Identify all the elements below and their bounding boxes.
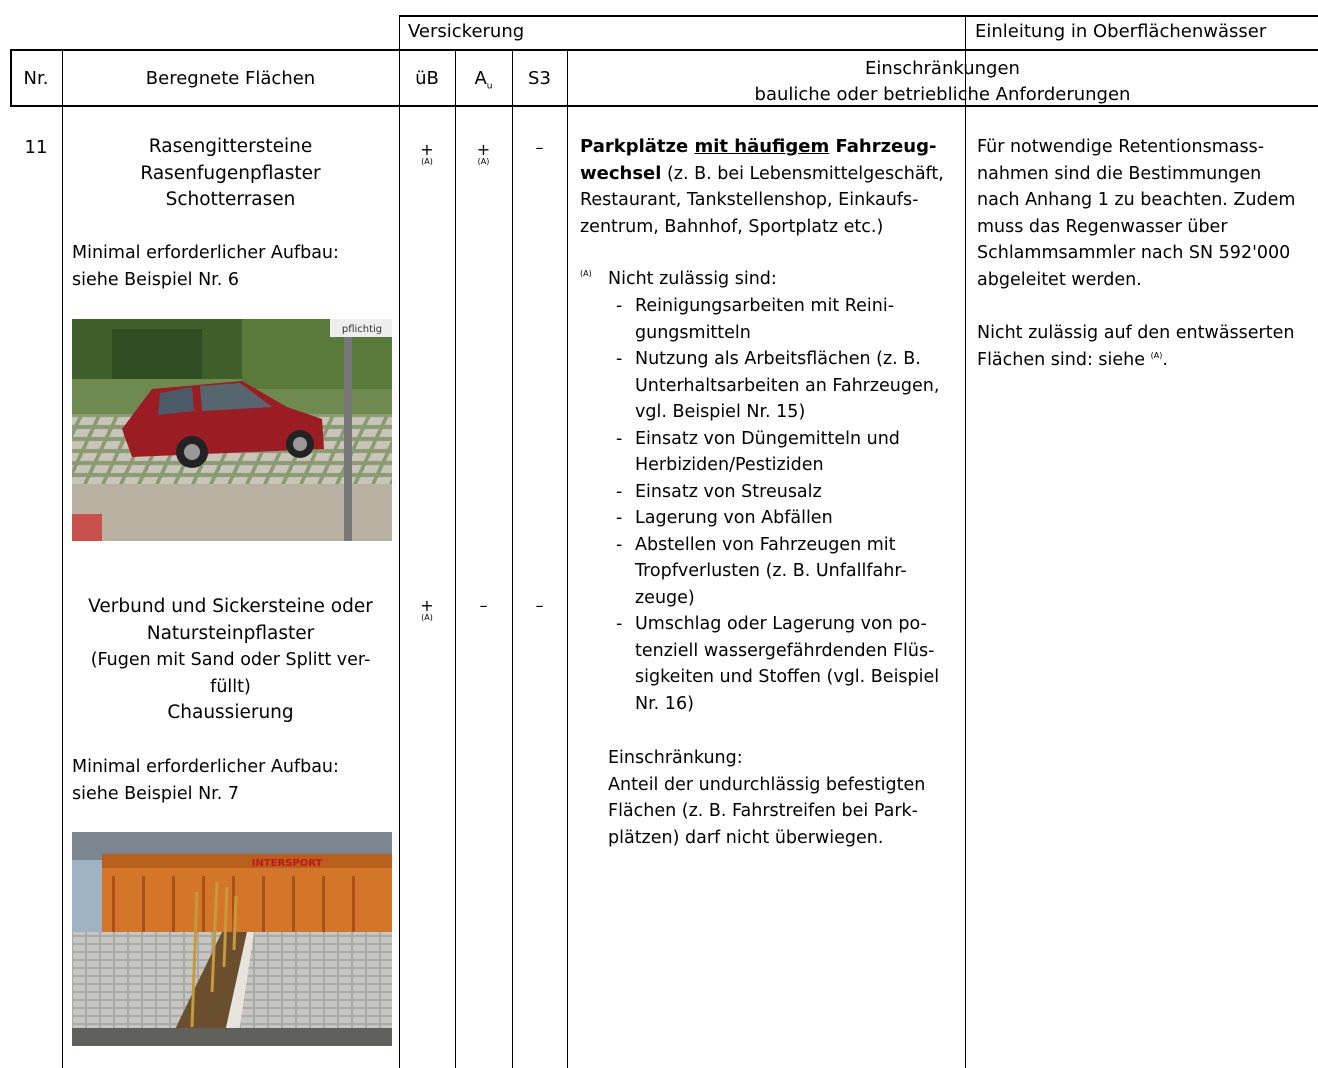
list-item [616,532,961,612]
einschr-restriction-title: Einschränkung: [608,748,743,768]
block1-aufbau-line2: siehe Beispiel Nr. 6 [72,269,240,290]
list-item-line: zeuge) [635,587,695,608]
block1-au-note: (A) [477,157,490,166]
einschr-intro-rest1: (z. B. bei Lebensmittelgeschäft, [661,163,944,184]
einleitung-line: Für notwendige Retentionsmass- [977,137,1265,157]
block1-title-1: Rasengittersteine [148,136,313,157]
block2-aufbau [72,754,339,807]
block1-s3-mark: – [535,138,544,157]
col-header-ub: üB [415,68,439,89]
list-item [616,611,961,717]
list-item-line: tenziell wassergefährdenden Flüs- [635,640,935,661]
block2-ub-note: (A) [421,613,433,622]
col-header-nr: Nr. [23,68,49,89]
einschr-intro-underline: mit häufigem [694,136,830,157]
col-header-au-sub: u [486,81,493,92]
block2-aufbau-line1: Minimal erforderlicher Aufbau: [72,757,339,777]
einschr-not-allowed-title: Nicht zulässig sind: [608,269,777,289]
block2-paren-line2: füllt) [210,676,251,697]
list-item-line: gungsmitteln [635,322,751,343]
list-item-line: - Reinigungsarbeiten mit Reini- [635,296,895,316]
group-versickerung: Versickerung [408,21,525,42]
photo1-sign-text: pflichtig [341,324,383,335]
list-item-line: - Einsatz von Düngemitteln und [635,428,900,449]
einschr-restriction-line2: Flächen (z. B. Fahrstreifen bei Park- [608,801,918,821]
block2-s3-mark: – [535,596,544,615]
header-mid-rule [10,49,1318,51]
list-item-line: Nr. 16) [635,693,694,714]
block2-au-mark: – [479,596,488,615]
block2-title3: Chaussierung [167,702,294,723]
einschr-restriction [608,745,963,851]
list-item [616,479,961,506]
col-divider-einschr [965,15,966,1068]
einleitung-para2 [977,320,1315,373]
einschr-intro-bold2: Fahrzeug- [829,136,937,157]
einschr-not-allowed-list [616,293,961,717]
block1-ub-sign: + [420,140,434,159]
block2-ub-sign: + [420,596,434,615]
einleitung-para2-ref: (A) [1150,350,1163,360]
list-item-line: - Abstellen von Fahrzeugen mit [635,534,896,555]
einleitung-para2-line1: Nicht zulässig auf den entwässerten [977,323,1295,343]
block2-title-line1: Verbund und Sickersteine oder [88,596,373,617]
block1-aufbau [72,240,339,293]
block1-title-3: Schotterrasen [165,189,296,210]
einleitung-line: nahmen sind die Bestimmungen [977,163,1262,184]
header-top-rule [399,15,1318,17]
einleitung-para1 [977,134,1315,293]
list-item-line: sigkeiten und Stoffen (vgl. Beispiel [635,667,940,687]
einschr-intro-line2 [580,161,960,188]
photo-parking-red-car [72,319,392,541]
list-item [616,426,961,479]
list-item-line: - Nutzung als Arbeitsflächen (z. B. [635,349,921,369]
col-header-au [455,68,512,92]
list-item-line: - Einsatz von Streusalz [635,481,822,502]
block2-ub-mark [399,598,455,622]
block1-ub-note: (A) [421,157,433,166]
col-header-einschr-line1: Einschränkungen [865,58,1020,79]
einschr-intro [580,134,960,240]
col-header-s3: S3 [528,68,551,89]
row-number: 11 [24,137,48,158]
list-item-line: Unterhaltsarbeiten an Fahrzeugen, [635,375,940,396]
col-header-flaechen: Beregnete Flächen [145,68,316,89]
einleitung-para2-line2 [977,347,1315,374]
col-header-au-main: A [474,68,487,89]
list-item-line: - Lagerung von Abfällen [635,508,833,528]
einschr-restriction-line3: plätzen) darf nicht überwiegen. [608,827,884,848]
einleitung-line: nach Anhang 1 zu beachten. Zudem [977,190,1296,210]
group-einleitung: Einleitung in Oberflächenwässer [975,21,1267,42]
einleitung-line: muss das Regenwasser über [977,216,1228,237]
einschr-intro-line1 [580,134,960,161]
block1-title-2: Rasenfugenpflaster [140,162,321,184]
photo2-sign-text: INTERSPORT [251,858,323,869]
col-header-einschr-line2: bauliche oder betriebliche Anforderungen [754,84,1131,105]
einschr-restriction-line1: Anteil der undurchlässig befestigten [608,774,926,795]
col-divider-flaechen [399,15,400,1068]
block2-titles [62,594,399,727]
list-item [616,346,961,426]
block2-title-line2: Natursteinpflaster [146,622,315,644]
einleitung-line: abgeleitet werden. [977,269,1142,290]
list-item [616,293,961,346]
col-divider-ub [455,50,456,1068]
list-item-line: - Umschlag oder Lagerung von po- [635,614,927,634]
einschr-note-marker: (A) [580,269,592,278]
einleitung-line: Schlammsammler nach SN 592'000 [977,243,1291,263]
block1-ub-mark [399,142,455,166]
block2-paren-line1: (Fugen mit Sand oder Splitt ver- [90,650,371,670]
photo-paved-area-building [72,832,392,1046]
list-item-line: vgl. Beispiel Nr. 15) [635,402,806,422]
einleitung-para2-text: Flächen sind: siehe [977,349,1151,370]
col-header-einschraenkungen [567,56,1318,108]
list-item-line: Tropfverlusten (z. B. Unfallfahr- [635,561,907,581]
einschr-intro-line4: zentrum, Bahnhof, Sportplatz etc.) [580,216,884,237]
col-divider-s3 [567,50,568,1068]
col-divider-au [512,50,513,1068]
einleitung-para2-end: . [1162,349,1168,370]
block1-aufbau-line1: Minimal erforderlicher Aufbau: [72,243,339,263]
block1-titles [62,134,399,214]
block1-au-mark [455,142,512,166]
block2-aufbau-line2: siehe Beispiel Nr. 7 [72,783,240,804]
einschr-intro-line3: Restaurant, Tankstellenshop, Einkaufs- [580,190,919,210]
list-item-line: Herbiziden/Pestiziden [635,455,824,475]
einschr-intro-bold3: wechsel [580,162,662,184]
list-item [616,505,961,532]
block1-au-sign: + [476,140,491,159]
einschr-intro-bold1: Parkplätze [580,136,695,157]
